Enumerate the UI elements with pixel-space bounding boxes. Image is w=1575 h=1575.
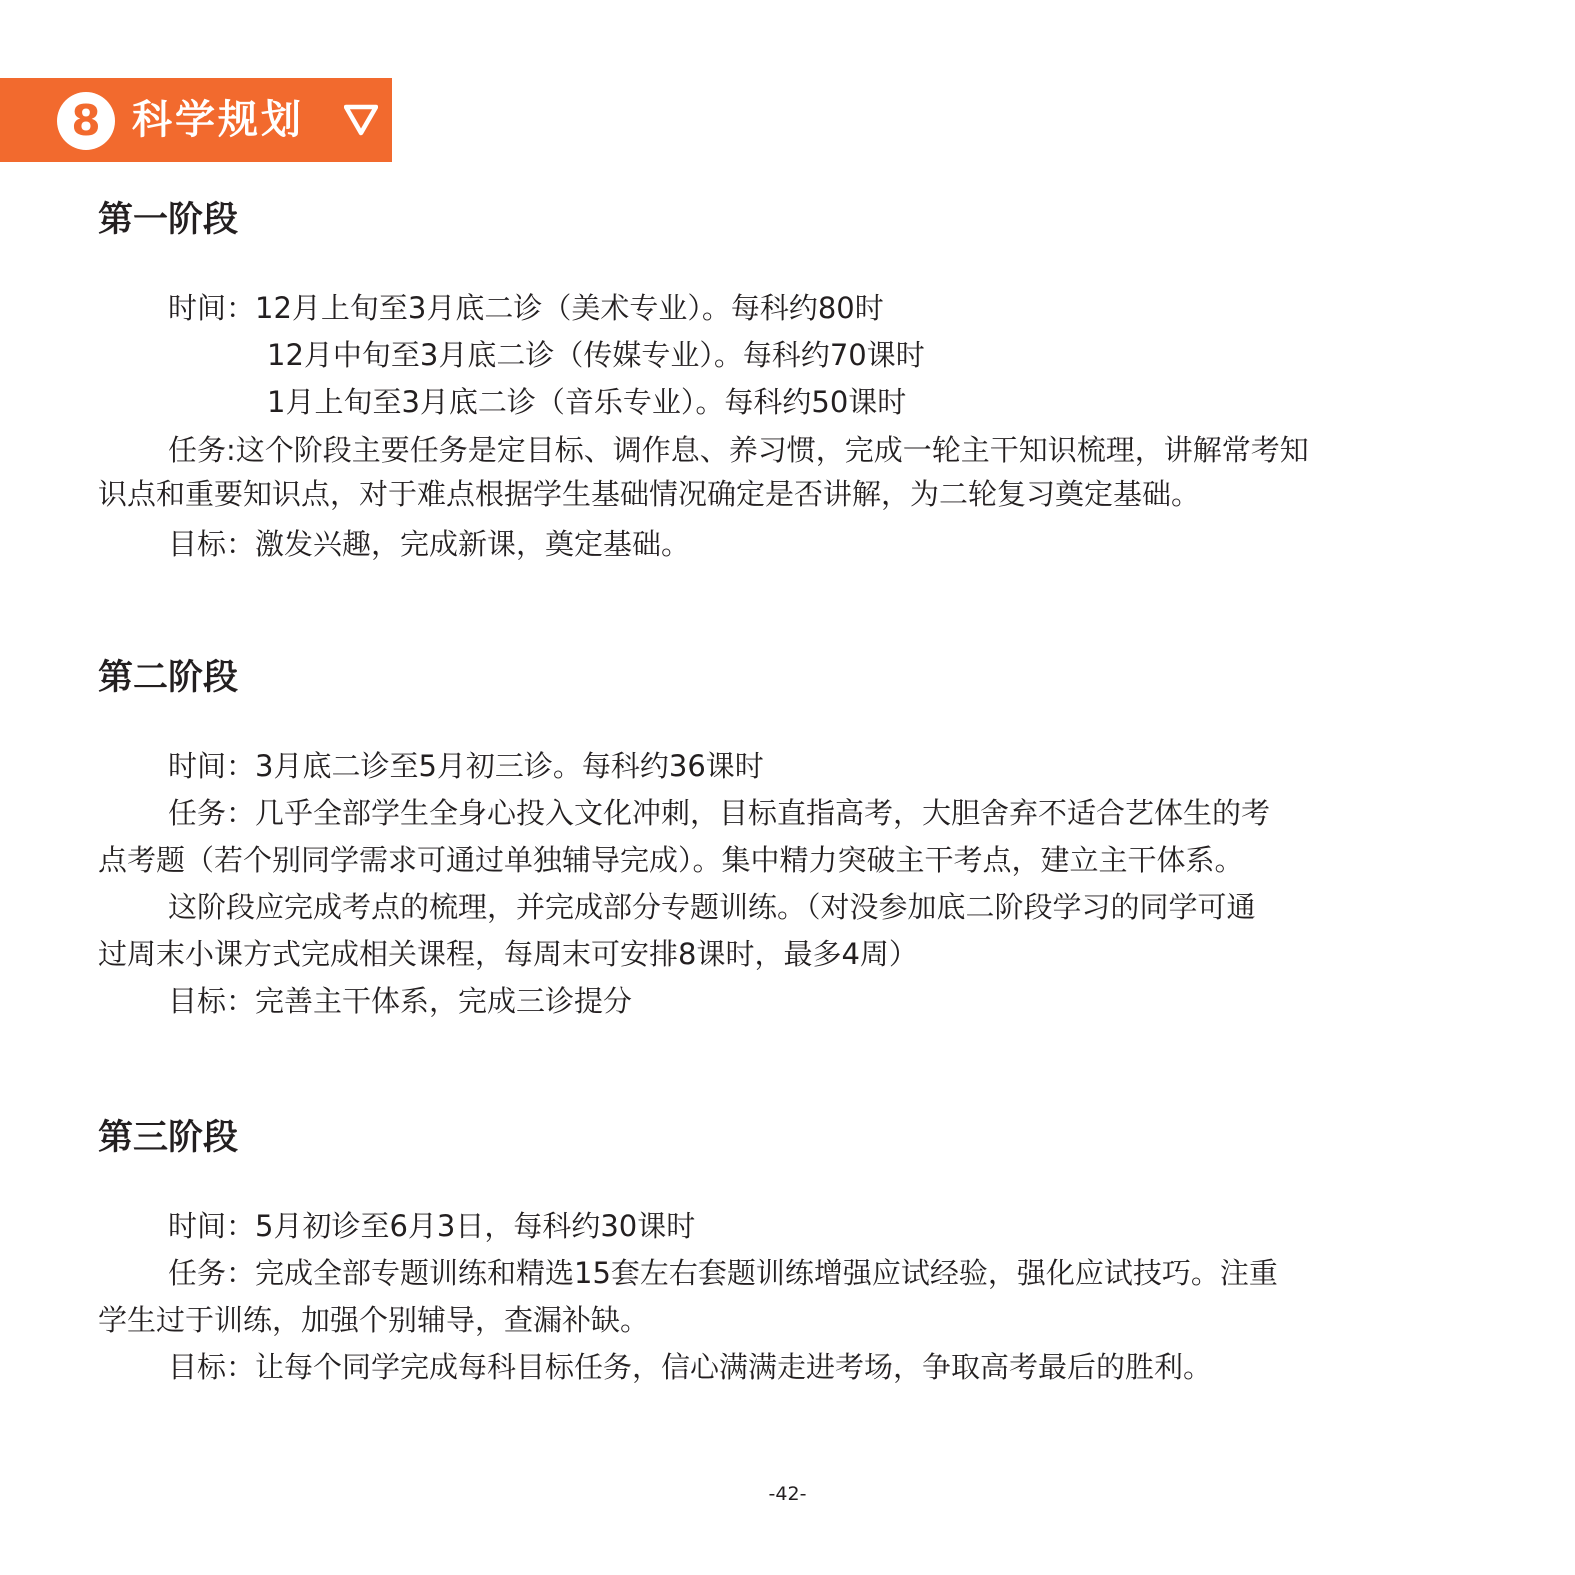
stage-2-time-line: 时间：3月底二诊至5月初三诊。每科约36课时 (168, 749, 764, 783)
section-number-badge: 8 (57, 92, 115, 150)
stage-1-title: 第一阶段 (98, 200, 239, 240)
stage-1-time-line-1: 时间：12月上旬至3月底二诊（美术专业）。每科约80时 (168, 291, 884, 325)
stage-3-task-line-1: 任务：完成全部专题训练和精选15套左右套题训练增强应试经验，强化应试技巧。注重 (168, 1256, 1278, 1290)
stage-1-goal-line: 目标：激发兴趣，完成新课，奠定基础。 (168, 527, 691, 561)
stage-2-task-line-1: 任务：几乎全部学生全身心投入文化冲刺，目标直指高考，大胆舍弃不适合艺体生的考 (168, 796, 1271, 830)
stage-2-title: 第二阶段 (98, 658, 239, 698)
stage-2-note-line-1: 这阶段应完成考点的梳理，并完成部分专题训练。（对没参加底二阶段学习的同学可通 (168, 890, 1256, 924)
triangle-down-icon (344, 103, 378, 137)
stage-1-time-line-2: 12月中旬至3月底二诊（传媒专业）。每科约70课时 (267, 338, 925, 372)
section-header-banner (0, 78, 392, 162)
stage-2-note-line-2: 过周末小课方式完成相关课程，每周末可安排8课时，最多4周） (98, 937, 918, 971)
stage-1-time-line-3: 1月上旬至3月底二诊（音乐专业）。每科约50课时 (267, 385, 907, 419)
stage-3-time-line: 时间：5月初诊至6月3日，每科约30课时 (168, 1209, 696, 1243)
stage-1-task-line-2: 识点和重要知识点，对于难点根据学生基础情况确定是否讲解，为二轮复习奠定基础。 (98, 477, 1201, 511)
section-title: 科学规划 (132, 97, 304, 143)
stage-2-task-line-2: 点考题（若个别同学需求可通过单独辅导完成）。集中精力突破主干考点，建立主干体系。 (98, 843, 1244, 877)
stage-1-task-line-1: 任务:这个阶段主要任务是定目标、调作息、养习惯，完成一轮主干知识梳理，讲解常考知 (168, 433, 1309, 467)
stage-3-task-line-2: 学生过于训练，加强个别辅导，查漏补缺。 (98, 1303, 650, 1337)
page-number: -42- (768, 1483, 807, 1505)
stage-3-title: 第三阶段 (98, 1118, 239, 1158)
stage-2-goal-line: 目标：完善主干体系，完成三诊提分 (168, 984, 633, 1018)
stage-3-goal-line: 目标：让每个同学完成每科目标任务，信心满满走进考场，争取高考最后的胜利。 (168, 1350, 1213, 1384)
